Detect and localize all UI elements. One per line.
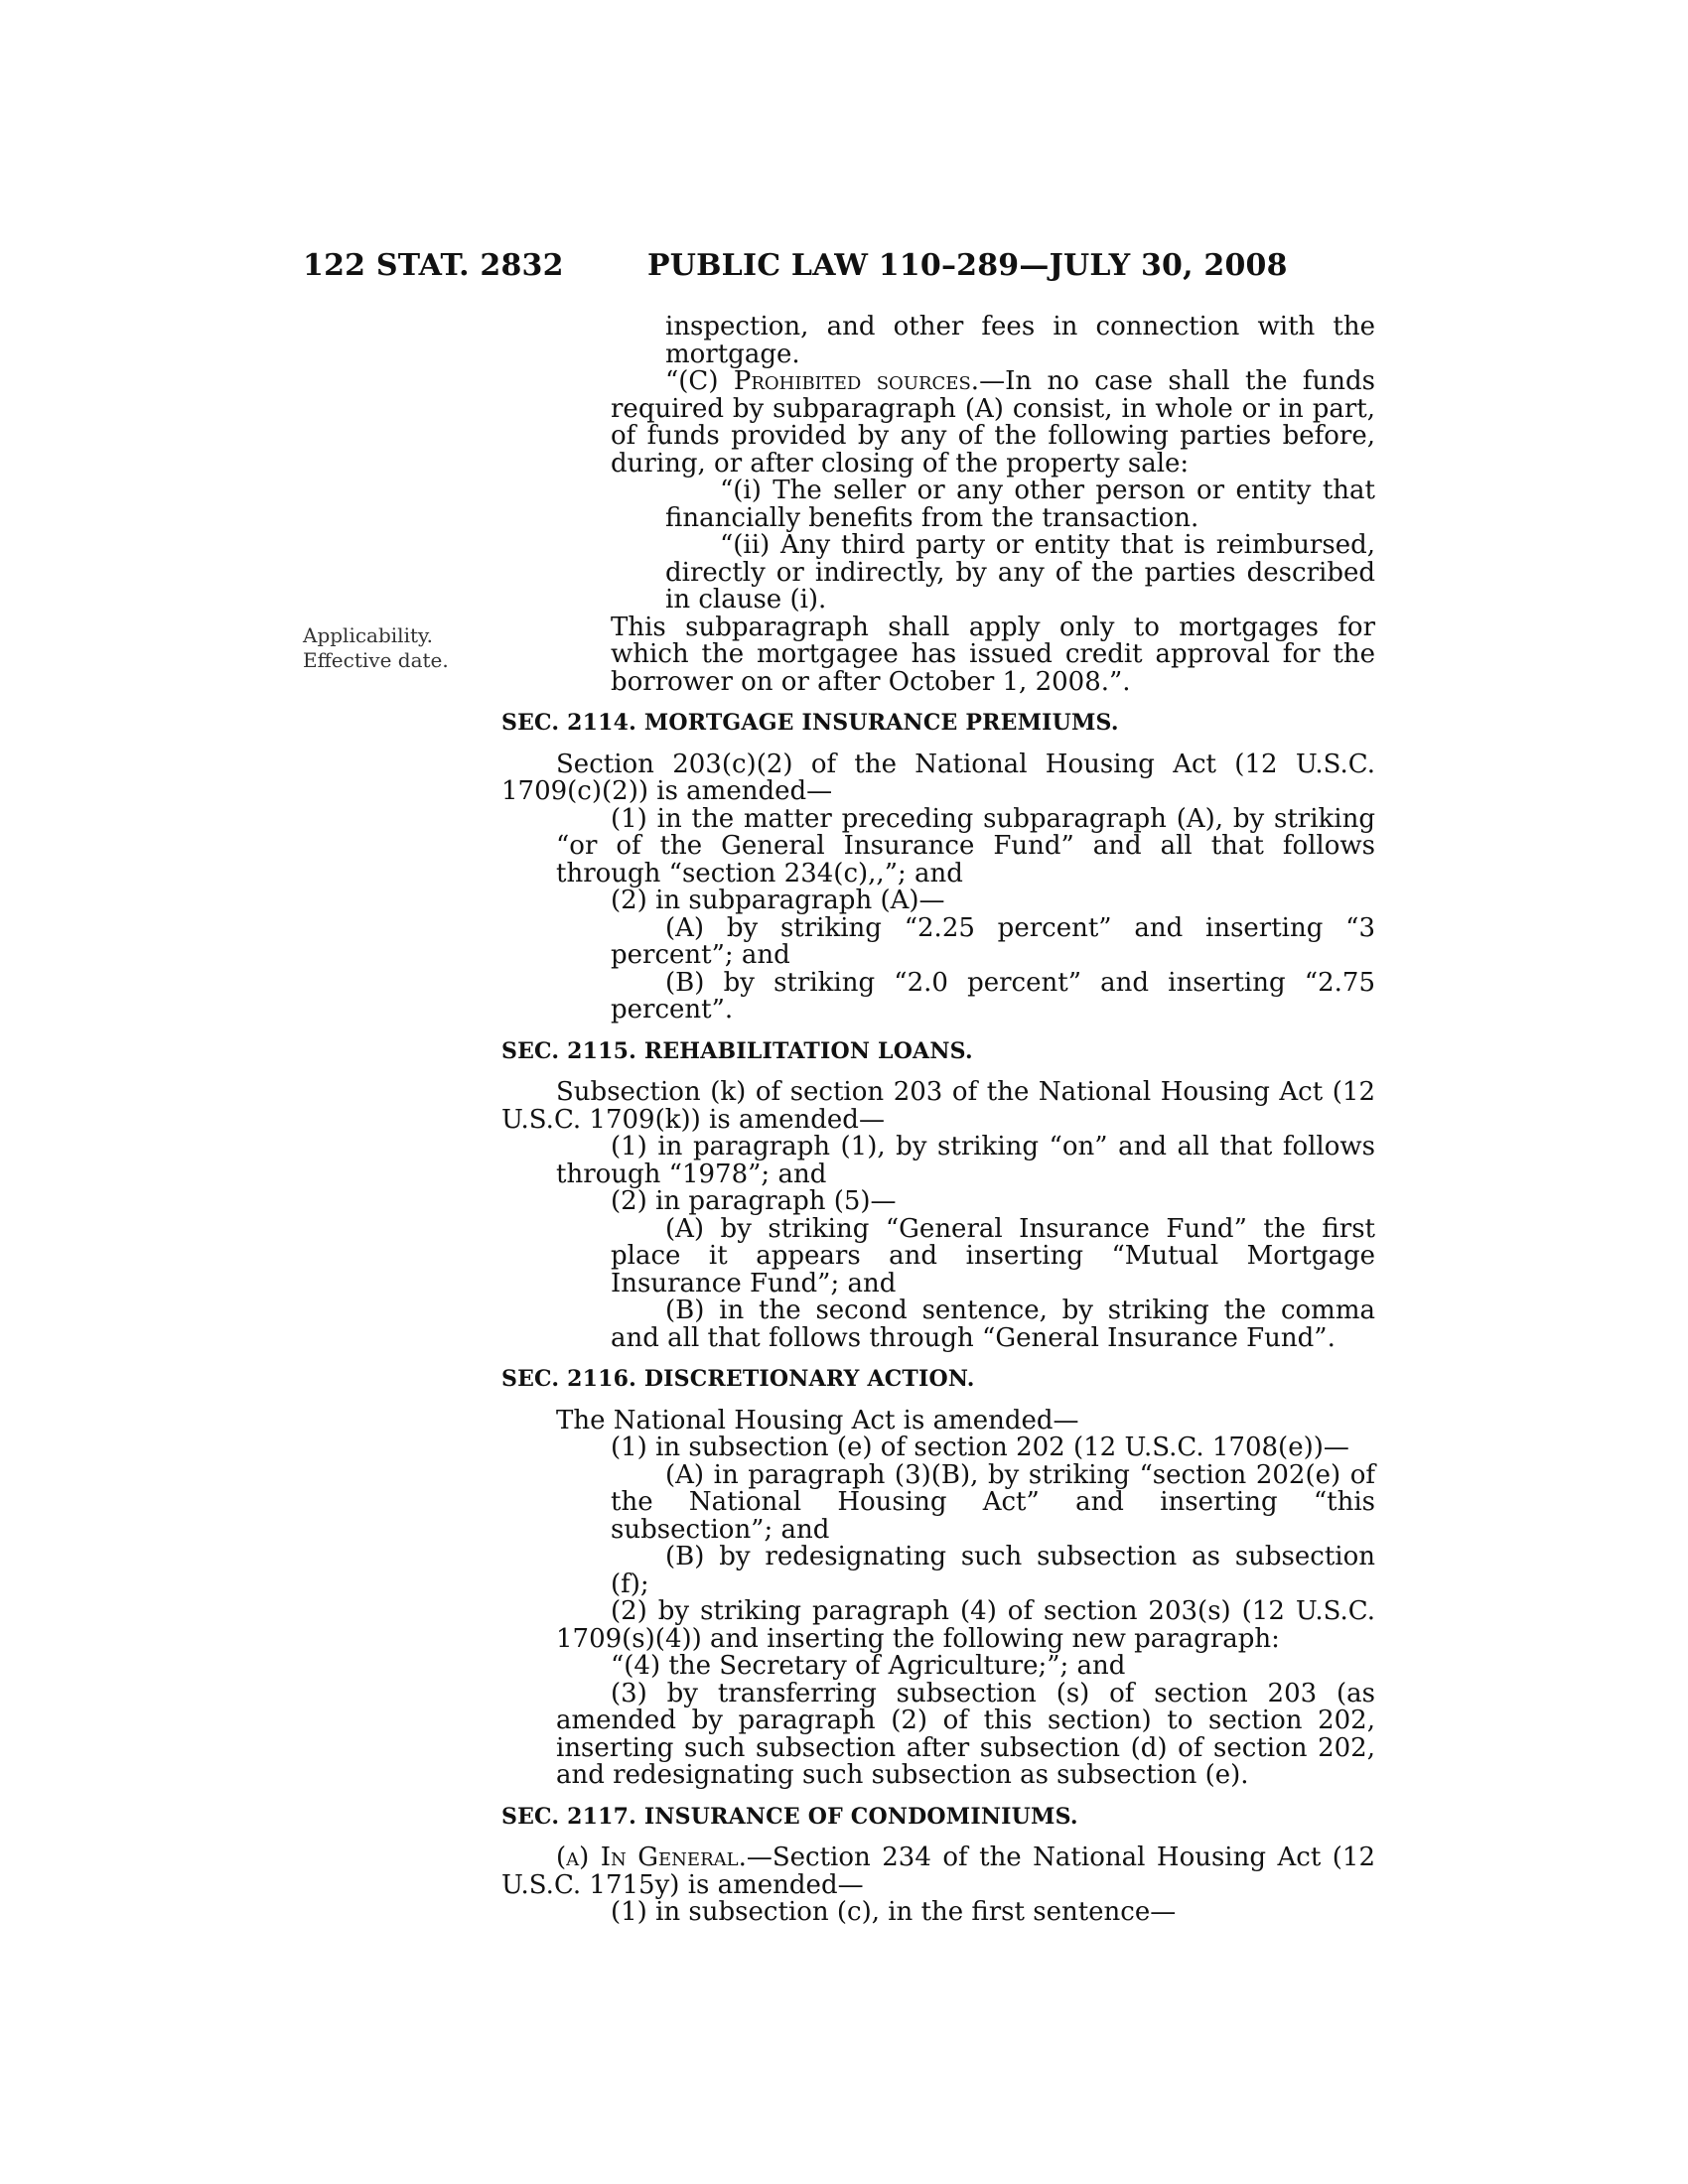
paragraph <box>501 887 1375 915</box>
margin-note-effective-date: Effective date. <box>303 648 449 672</box>
paragraph-text: (2) in subparagraph (A)— <box>611 886 945 915</box>
paragraph-text: (B) in the second sentence, by striking the comma and all that follows through “General Insurance Fund”. <box>611 1296 1375 1353</box>
margin-notes <box>303 623 449 673</box>
section-heading: SEC. 2114. MORTGAGE INSURANCE PREMIUMS. <box>501 710 1119 736</box>
paragraph <box>501 1134 1375 1188</box>
margin-note-applicability: Applicability. <box>303 623 433 647</box>
statute-page-number: 122 STAT. 2832 <box>303 248 564 283</box>
paragraph-heading: “(C) Prohibited sources. <box>665 366 980 396</box>
paragraph <box>501 1678 1375 1790</box>
running-header-title: PUBLIC LAW 110–289—JULY 30, 2008 <box>647 248 1288 283</box>
paragraph-text: (2) by striking paragraph (4) of section 203(s) (12 U.S.C. 1709(s)(4)) and inserting the following new paragraph: <box>556 1596 1375 1654</box>
paragraph-text: (A) in paragraph (3)(B), by striking “section 202(e) of the National Housing Act” and inserting “this subsection”; and <box>611 1459 1375 1545</box>
paragraph-text: (B) by redesignating such subsection as subsection (f); <box>611 1542 1375 1599</box>
paragraph <box>501 1844 1375 1899</box>
paragraph <box>501 1297 1375 1352</box>
paragraph <box>501 1188 1375 1216</box>
section-heading: SEC. 2115. REHABILITATION LOANS. <box>501 1037 973 1064</box>
section-heading: SEC. 2117. INSURANCE OF CONDOMINIUMS. <box>501 1803 1078 1830</box>
paragraph <box>501 1653 1375 1681</box>
paragraph-text: (1) in subsection (c), in the first sentence— <box>611 1897 1177 1927</box>
paragraph <box>501 803 1375 888</box>
paragraph <box>501 1079 1375 1134</box>
paragraph-text: “(ii) Any third party or entity that is reimbursed, directly or indirectly, by any of the parties described in clause (i). <box>665 530 1375 614</box>
paragraph <box>501 1434 1375 1462</box>
paragraph-text: (1) in subsection (e) of section 202 (12 U.S.C. 1708(e))— <box>611 1433 1349 1462</box>
paragraph <box>501 314 1375 368</box>
paragraph-text: (A) by striking “General Insurance Fund” the first place it appears and inserting “Mutual Mortgage Insurance Fund”; and <box>611 1213 1375 1298</box>
paragraph-text: inspection, and other fees in connection with the mortgage. <box>665 312 1375 369</box>
paragraph <box>501 478 1375 532</box>
paragraph-text: (1) in paragraph (1), by striking “on” and all that follows through “1978”; and <box>556 1132 1375 1189</box>
paragraph-text: (2) in paragraph (5)— <box>611 1186 897 1216</box>
paragraph <box>501 751 1375 806</box>
section-heading: SEC. 2116. DISCRETIONARY ACTION. <box>501 1366 975 1392</box>
statute-body-text <box>501 314 1375 1927</box>
paragraph <box>501 532 1375 614</box>
paragraph-text: —In no case shall the funds required by subparagraph (A) consist, in whole or in part, of funds provided by any of the following parties before, during, or after closing of the property sale: <box>611 366 1375 478</box>
paragraph <box>501 1459 1375 1545</box>
paragraph-text: Section 203(c)(2) of the National Housing Act (12 U.S.C. 1709(c)(2)) is amended— <box>501 749 1375 806</box>
paragraph <box>501 1213 1375 1298</box>
paragraph-text: (1) in the matter preceding subparagraph (A), by striking “or of the General Insurance Fund” and all that follows through “section 234(c),,”; and <box>556 803 1375 888</box>
paragraph <box>501 1544 1375 1598</box>
paragraph-text: (3) by transferring subsection (s) of section 203 (as amended by paragraph (2) of this section) to section 202, inserting such subsection after subsection (d) of section 202, and redesignating such subsection as subsection (e). <box>556 1678 1375 1790</box>
paragraph-text: (A) by striking “2.25 percent” and inserting “3 percent”; and <box>611 912 1375 970</box>
paragraph-text: Subsection (k) of section 203 of the National Housing Act (12 U.S.C. 1709(k)) is amended— <box>501 1077 1375 1135</box>
paragraph <box>501 1598 1375 1653</box>
paragraph-heading: (a) In General. <box>556 1843 747 1872</box>
paragraph-text: —Section 234 of the National Housing Act (12 U.S.C. 1715y) is amended— <box>501 1843 1375 1900</box>
paragraph <box>501 967 1375 1024</box>
paragraph-text: “(i) The seller or any other person or entity that financially benefits from the transaction. <box>665 476 1375 533</box>
paragraph-text: This subparagraph shall apply only to mortgages for which the mortgagee has issued credit approval for the borrower on or after October 1, 2008.”. <box>611 612 1375 697</box>
paragraph <box>501 614 1375 697</box>
paragraph-text: “(4) the Secretary of Agriculture;”; and <box>611 1651 1126 1681</box>
paragraph <box>501 912 1375 970</box>
paragraph <box>501 368 1375 478</box>
paragraph <box>501 1899 1375 1927</box>
paragraph-text: The National Housing Act is amended— <box>556 1405 1079 1435</box>
paragraph <box>501 1405 1375 1435</box>
paragraph-text: (B) by striking “2.0 percent” and inserting “2.75 percent”. <box>611 967 1375 1024</box>
